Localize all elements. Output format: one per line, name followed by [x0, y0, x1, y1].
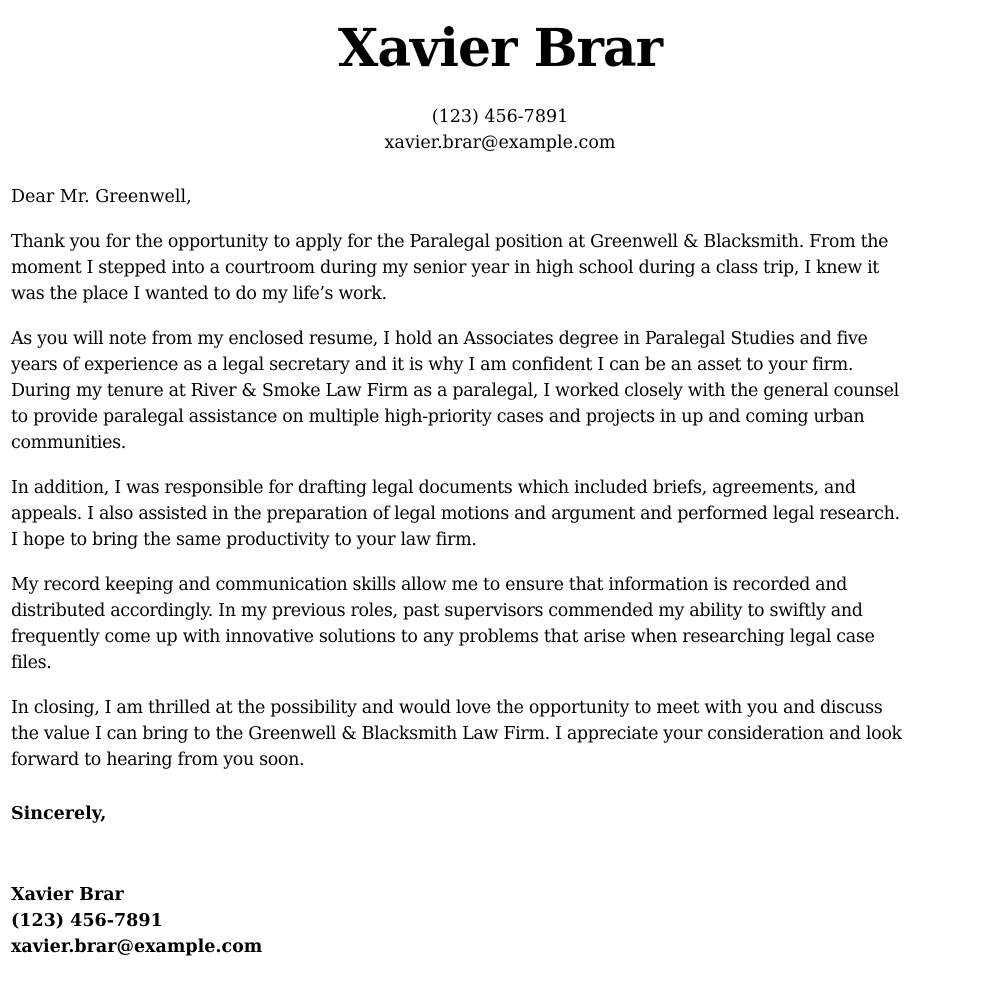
paragraph-line: years of experience as a legal secretary and it is why I am confident I can be an asset to your firm. — [11, 355, 854, 375]
cover-letter — [0, 14, 1000, 960]
signature-name: Xavier Brar — [11, 885, 124, 905]
paragraph-line: frequently come up with innovative solutions to any problems that arise when researching legal case — [11, 627, 875, 647]
paragraph — [11, 229, 989, 307]
paragraph-line: My record keeping and communication skills allow me to ensure that information is recorded and — [11, 575, 848, 595]
paragraph — [11, 326, 989, 456]
paragraph — [11, 572, 989, 676]
greeting: Dear Mr. Greenwell, — [11, 187, 192, 207]
letter-body — [11, 229, 989, 773]
paragraph — [11, 475, 989, 553]
paragraph — [11, 695, 989, 773]
paragraph-line: communities. — [11, 433, 126, 453]
signature-phone: (123) 456-7891 — [11, 911, 163, 931]
paragraph-line: forward to hearing from you soon. — [11, 750, 305, 770]
paragraph-line: appeals. I also assisted in the preparation of legal motions and argument and performed legal research. — [11, 504, 900, 524]
paragraph-line: distributed accordingly. In my previous roles, past supervisors commended my ability to swiftly and — [11, 601, 863, 621]
paragraph-line: As you will note from my enclosed resume, I hold an Associates degree in Paralegal Studies and five — [11, 329, 868, 349]
closing: Sincerely, — [11, 804, 107, 824]
email: xavier.brar@example.com — [384, 133, 616, 153]
paragraph-line: In addition, I was responsible for drafting legal documents which included briefs, agreements, and — [11, 478, 856, 498]
paragraph-line: During my tenure at River & Smoke Law Firm as a paralegal, I worked closely with the general counsel — [11, 381, 899, 401]
paragraph-line: Thank you for the opportunity to apply for the Paralegal position at Greenwell & Blacksmith. From the — [11, 232, 889, 252]
paragraph-line: the value I can bring to the Greenwell & Blacksmith Law Firm. I appreciate your consideration and look — [11, 724, 902, 744]
paragraph-line: files. — [11, 653, 52, 673]
phone: (123) 456-7891 — [431, 107, 569, 127]
paragraph-line: was the place I wanted to do my life’s work. — [11, 284, 387, 304]
paragraph-line: moment I stepped into a courtroom during my senior year in high school during a class trip, I knew it — [11, 258, 879, 278]
contact-info — [11, 104, 989, 156]
signature-email: xavier.brar@example.com — [11, 937, 263, 957]
applicant-name: Xavier Brar — [337, 18, 663, 79]
signature-block — [11, 882, 989, 960]
paragraph-line: I hope to bring the same productivity to your law firm. — [11, 530, 477, 550]
paragraph-line: to provide paralegal assistance on multiple high-priority cases and projects in up and coming urban — [11, 407, 865, 427]
paragraph-line: In closing, I am thrilled at the possibility and would love the opportunity to meet with you and discuss — [11, 698, 883, 718]
